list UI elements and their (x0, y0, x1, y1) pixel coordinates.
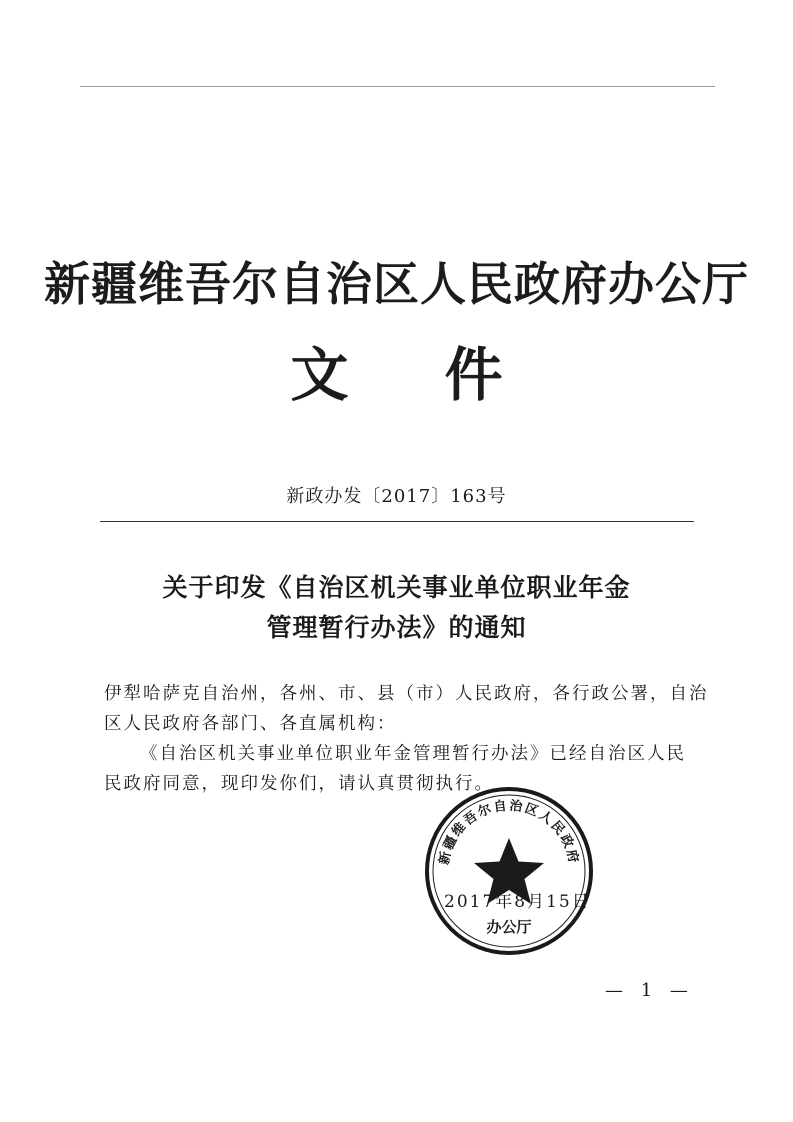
seal-text-bottom: 办公厅 (486, 918, 532, 936)
document-title-line-2: 管理暂行办法》的通知 (266, 613, 527, 642)
body-paragraph-line-1: 《自治区机关事业单位职业年金管理暂行办法》已经自治区人民 (140, 744, 686, 764)
top-divider (80, 86, 715, 87)
page-number: — 1 — (605, 980, 694, 1001)
issue-date: 2017年8月15日 (444, 892, 591, 912)
official-seal (424, 786, 594, 956)
body-paragraph-line-2: 民政府同意，现印发你们，请认真贯彻执行。 (104, 774, 494, 794)
seal-text-top: 新疆维吾尔自治区人民政府 (437, 798, 581, 867)
addressee-line-2: 区人民政府各部门、各直属机构： (104, 714, 397, 734)
addressee-line-1: 伊犁哈萨克自治州，各州、市、县（市）人民政府，各行政公署，自治 (104, 684, 709, 704)
document-title-line-1: 关于印发《自治区机关事业单位职业年金 (162, 573, 631, 602)
star-icon (474, 838, 544, 904)
document-number: 新政办发〔2017〕163号 (286, 486, 507, 507)
document-type-label: 文件 (290, 341, 599, 409)
issuer-name: 新疆维吾尔自治区人民政府办公厅 (44, 257, 749, 311)
header-divider (100, 521, 694, 522)
